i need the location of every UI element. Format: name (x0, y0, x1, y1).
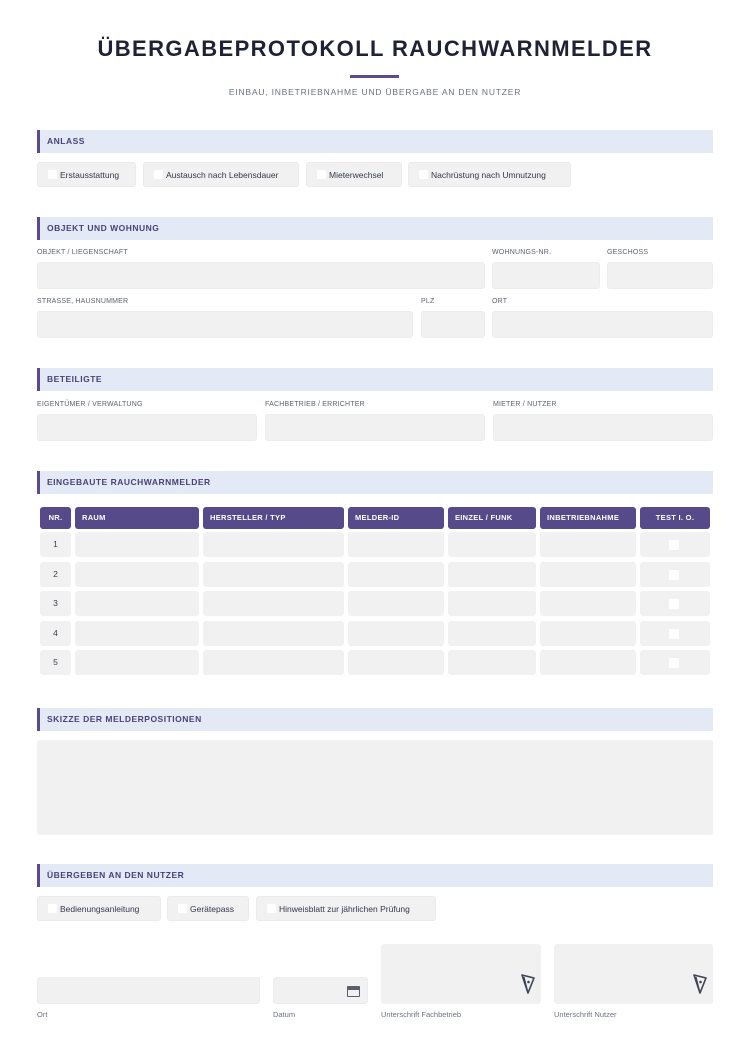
checkbox-box[interactable] (48, 904, 57, 913)
cell-inbetriebnahme[interactable] (540, 562, 636, 587)
checkbox-hinweisblatt[interactable] (256, 896, 436, 921)
label-ort: ORT (492, 298, 508, 305)
input-datum[interactable] (273, 977, 368, 1004)
section-anlass: ANLASS (37, 130, 713, 153)
cell-raum[interactable] (75, 532, 199, 557)
column-header-inbetriebnahme: INBETRIEBNAHME (540, 507, 636, 529)
checkbox-label: Mieterwechsel (329, 169, 384, 180)
signature-fachbetrieb[interactable] (381, 944, 541, 1004)
section-beteiligte: BETEILIGTE (37, 368, 713, 391)
cell-nr: 2 (40, 562, 71, 587)
input-mieter[interactable] (493, 414, 713, 441)
signature-nutzer[interactable] (554, 944, 713, 1004)
checkbox-label: Nachrüstung nach Umnutzung (431, 169, 546, 180)
input-eigentuemer[interactable] (37, 414, 257, 441)
cell-melder-id[interactable] (348, 532, 444, 557)
cell-melder-id[interactable] (348, 562, 444, 587)
cell-test[interactable] (640, 650, 710, 675)
cell-hersteller[interactable] (203, 591, 344, 616)
section-melder: EINGEBAUTE RAUCHWARNMELDER (37, 471, 713, 494)
cell-einzel-funk[interactable] (448, 562, 536, 587)
cell-einzel-funk[interactable] (448, 621, 536, 646)
cell-test[interactable] (640, 532, 710, 557)
cell-inbetriebnahme[interactable] (540, 532, 636, 557)
cell-inbetriebnahme[interactable] (540, 621, 636, 646)
column-header-test: TEST I. O. (640, 507, 710, 529)
checkbox-box[interactable] (267, 904, 276, 913)
checkbox-erstausstattung[interactable] (37, 162, 136, 187)
cell-melder-id[interactable] (348, 591, 444, 616)
document-title: ÜBERGABEPROTOKOLL RAUCHWARNMELDER (97, 36, 653, 61)
sketch-area[interactable] (37, 740, 713, 835)
cell-einzel-funk[interactable] (448, 650, 536, 675)
label-fachbetrieb: FACHBETRIEB / ERRICHTER (265, 401, 365, 408)
label-wohnung: WOHNUNGS-NR. (492, 249, 552, 256)
cell-melder-id[interactable] (348, 621, 444, 646)
cell-inbetriebnahme[interactable] (540, 650, 636, 675)
test-checkbox[interactable] (669, 540, 679, 550)
input-geschoss[interactable] (607, 262, 713, 289)
cell-hersteller[interactable] (203, 532, 344, 557)
cell-inbetriebnahme[interactable] (540, 591, 636, 616)
column-header-nr: NR. (40, 507, 71, 529)
cell-nr: 1 (40, 532, 71, 557)
label-strasse: STRASSE, HAUSNUMMER (37, 298, 129, 305)
label-ort-signature: Ort (37, 1010, 48, 1019)
checkbox-label: Gerätepass (190, 903, 234, 914)
cell-test[interactable] (640, 621, 710, 646)
cell-hersteller[interactable] (203, 650, 344, 675)
label-objekt: OBJEKT / LIEGENSCHAFT (37, 249, 128, 256)
test-checkbox[interactable] (669, 570, 679, 580)
pen-nib-icon (521, 974, 535, 994)
checkbox-nachruestung[interactable] (408, 162, 571, 187)
cell-einzel-funk[interactable] (448, 591, 536, 616)
input-plz[interactable] (421, 311, 485, 338)
checkbox-box[interactable] (154, 170, 163, 179)
label-eigentuemer: EIGENTÜMER / VERWALTUNG (37, 401, 143, 408)
input-ort[interactable] (492, 311, 713, 338)
cell-raum[interactable] (75, 650, 199, 675)
input-strasse[interactable] (37, 311, 413, 338)
cell-raum[interactable] (75, 562, 199, 587)
column-header-raum: RAUM (75, 507, 199, 529)
checkbox-label: Austausch nach Lebensdauer (166, 169, 279, 180)
cell-einzel-funk[interactable] (448, 532, 536, 557)
section-uebergeben: ÜBERGEBEN AN DEN NUTZER (37, 864, 713, 887)
checkbox-mieterwechsel[interactable] (306, 162, 402, 187)
input-objekt[interactable] (37, 262, 485, 289)
label-geschoss: GESCHOSS (607, 249, 649, 256)
test-checkbox[interactable] (669, 658, 679, 668)
cell-raum[interactable] (75, 591, 199, 616)
checkbox-geraetepass[interactable] (167, 896, 249, 921)
column-header-hersteller: HERSTELLER / TYP (203, 507, 344, 529)
cell-hersteller[interactable] (203, 621, 344, 646)
label-mieter: MIETER / NUTZER (493, 401, 557, 408)
cell-melder-id[interactable] (348, 650, 444, 675)
checkbox-bedienungsanleitung[interactable] (37, 896, 161, 921)
label-signature-fachbetrieb: Unterschrift Fachbetrieb (381, 1010, 462, 1019)
cell-raum[interactable] (75, 621, 199, 646)
column-header-melder-id: MELDER-ID (348, 507, 444, 529)
document-subtitle: EINBAU, INBETRIEBNAHME UND ÜBERGABE AN DEN NUTZER (228, 87, 522, 97)
column-header-einzel-funk: EINZEL / FUNK (448, 507, 536, 529)
checkbox-austausch[interactable] (143, 162, 299, 187)
label-signature-nutzer: Unterschrift Nutzer (554, 1010, 617, 1019)
checkbox-label: Bedienungsanleitung (60, 903, 140, 914)
calendar-icon[interactable] (347, 986, 360, 997)
input-fachbetrieb[interactable] (265, 414, 485, 441)
checkbox-box[interactable] (317, 170, 326, 179)
cell-nr: 4 (40, 621, 71, 646)
section-objekt: OBJEKT UND WOHNUNG (37, 217, 713, 240)
checkbox-box[interactable] (48, 170, 57, 179)
checkbox-box[interactable] (419, 170, 428, 179)
section-skizze: SKIZZE DER MELDERPOSITIONEN (37, 708, 713, 731)
cell-nr: 5 (40, 650, 71, 675)
cell-nr: 3 (40, 591, 71, 616)
checkbox-label: Erstausstattung (60, 169, 120, 180)
pen-nib-icon (693, 974, 707, 994)
label-datum: Datum (273, 1010, 296, 1019)
cell-test[interactable] (640, 562, 710, 587)
title-divider (350, 75, 399, 78)
checkbox-label: Hinweisblatt zur jährlichen Prüfung (279, 903, 410, 914)
label-plz: PLZ (421, 298, 435, 305)
input-wohnung[interactable] (492, 262, 600, 289)
test-checkbox[interactable] (669, 599, 679, 609)
cell-test[interactable] (640, 591, 710, 616)
checkbox-box[interactable] (178, 904, 187, 913)
input-ort-signature[interactable] (37, 977, 260, 1004)
cell-hersteller[interactable] (203, 562, 344, 587)
test-checkbox[interactable] (669, 629, 679, 639)
